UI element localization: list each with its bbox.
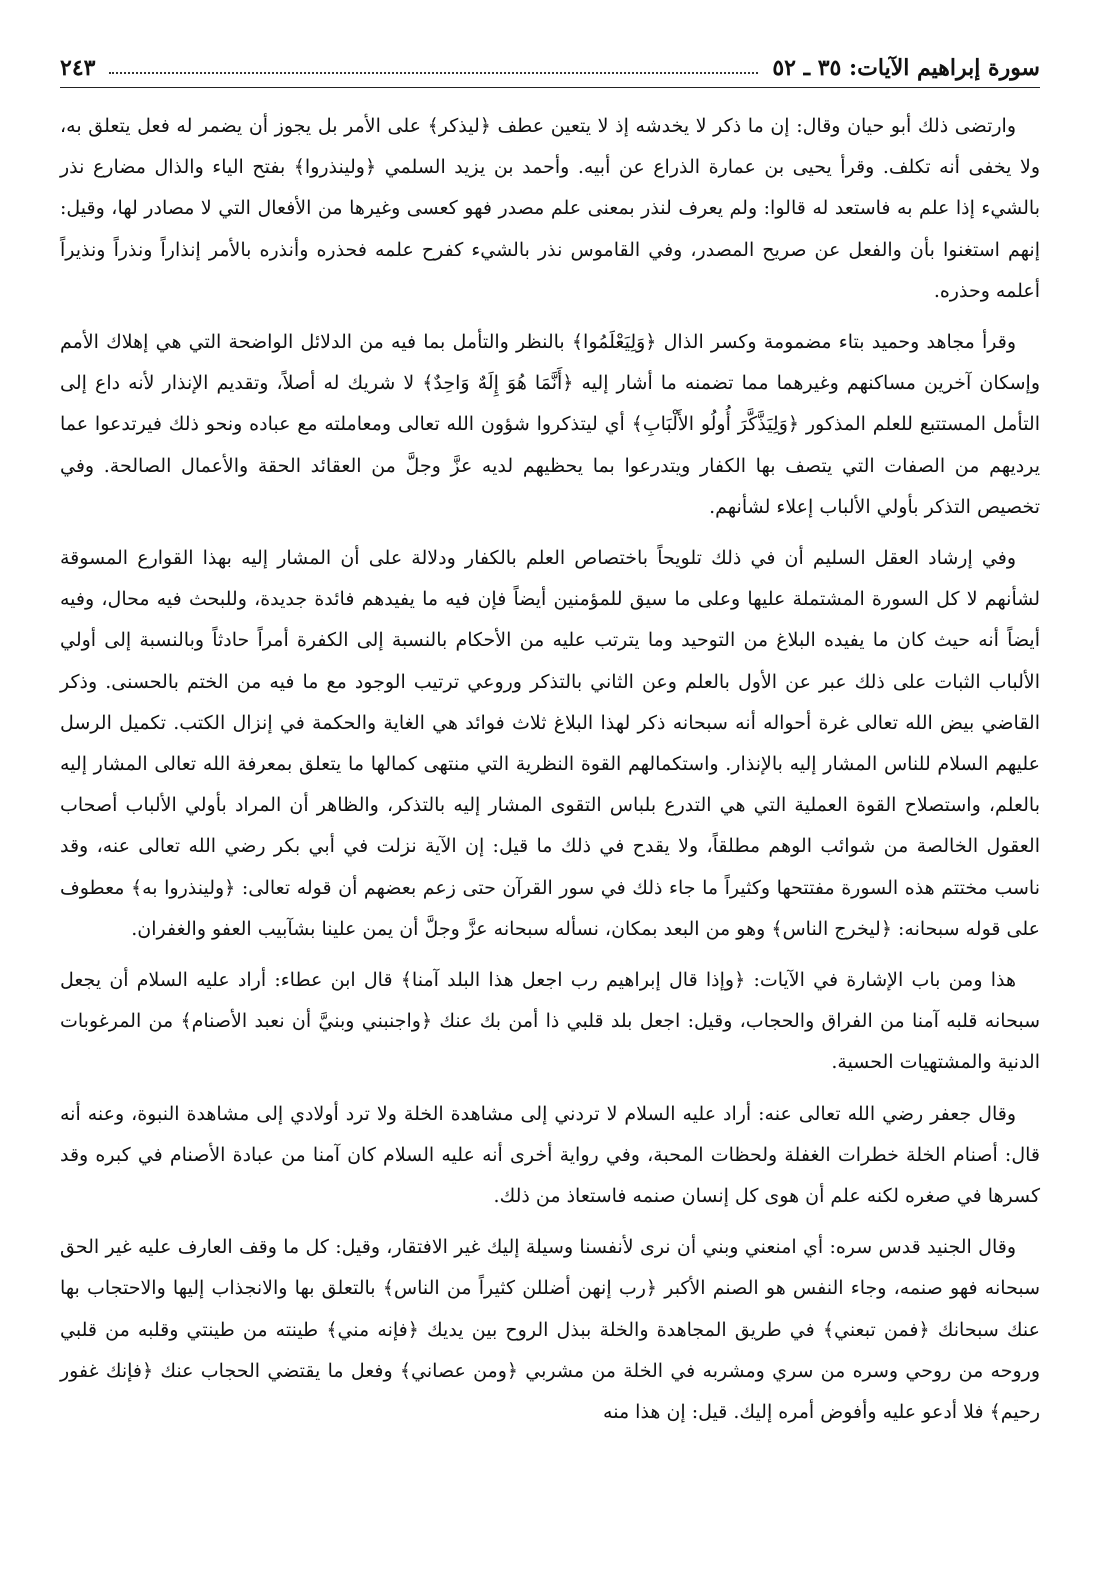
page-number: ٢٤٣ — [60, 55, 96, 81]
paragraph: وقال الجنيد قدس سره: أي امنعني وبني أن نرى لأنفسنا وسيلة إليك غير الافتقار، وقيل: كل ما وقف العارف عليه غير الحق سبحانه فهو صنمه، وجاء النفس هو الصنم الأكبر ﴿رب إنهن أضللن كثيراً من الناس﴾ بالتعلق بها والانجذاب إليها والاحتجاب بها عنك سبحانك ﴿فمن تبعني﴾ في طريق المجاهدة والخلة ببذل الروح بين يديك ﴿فإنه مني﴾ طينته من طينتي وقلبه من قلبي وروحه من روحي وسره من سري ومشربه في الخلة من مشربي ﴿ومن عصاني﴾ وفعل ما يقتضي الحجاب عنك ﴿فإنك غفور رحيم﴾ فلا أدعو عليه وأفوض أمره إليك. قيل: إن هذا منه — [60, 1236, 1040, 1424]
surah-title: سورة إبراهيم الآيات: ٣٥ ـ ٥٢ — [772, 55, 1040, 81]
paragraph: وقال جعفر رضي الله تعالى عنه: أراد عليه السلام لا تردني إلى مشاهدة الخلة ولا ترد أولادي إلى مشاهدة النبوة، وعنه أنه قال: أصنام الخلة خطرات الغفلة ولحظات المحبة، وفي رواية أخرى أنه عليه السلام كان آمنا من عبادة الأصنام في كبره وقد كسرها في صغره لكنه علم أن هوى كل إنسان صنمه فاستعاذ من ذلك. — [60, 1102, 1040, 1208]
main-text — [60, 106, 1040, 1433]
paragraph: وارتضى ذلك أبو حيان وقال: إن ما ذكر لا يخدشه إذ لا يتعين عطف ﴿ليذكر﴾ على الأمر بل يجوز أن يضمر له فعل يتعلق به، ولا يخفى أنه تكلف. وقرأ يحيى بن عمارة الذراع عن أبيه. وأحمد بن يزيد السلمي ﴿ولينذروا﴾ بفتح الياء والذال مضارع نذر بالشيء إذا علم به فاستعد له قالوا: ولم يعرف لنذر بمعنى علم مصدر فهو كعسى وغيرها من الأفعال التي لا مصادر لها، وقيل: إنهم استغنوا بأن والفعل عن صريح المصدر، وفي القاموس نذر بالشيء كفرح علمه فحذره وأنذره بالأمر إنذاراً ونذراً ونذيراً أعلمه وحذره. — [60, 115, 1040, 302]
header-dot-leader — [109, 72, 758, 74]
document-page — [60, 48, 1040, 1548]
running-header — [60, 48, 1040, 88]
paragraph: هذا ومن باب الإشارة في الآيات: ﴿وإذا قال إبراهيم رب اجعل هذا البلد آمنا﴾ قال ابن عطاء: أراد عليه السلام أن يجعل سبحانه قلبه آمنا من الفراق والحجاب، وقيل: اجعل بلد قلبي ذا أمن بك عنك ﴿واجنبني وبنيَّ أن نعبد الأصنام﴾ من المرغوبات الدنية والمشتهيات الحسية. — [60, 969, 1040, 1074]
paragraph: وفي إرشاد العقل السليم أن في ذلك تلويحاً باختصاص العلم بالكفار ودلالة على أن المشار إليه بهذا القوارع المسوقة لشأنهم لا كل السورة المشتملة عليها وعلى ما سيق للمؤمنين أيضاً فإن فيه ما يفيدهم فائدة جديدة، وللبحث فيه محال، وفيه أيضاً أنه حيث كان ما يفيده البلاغ من التوحيد وما يترتب عليه من الأحكام بالنسبة إلى الكفرة أمراً حادثاً وبالنسبة إلى أولي الألباب الثبات على ذلك عبر عن الأول بالعلم وعن الثاني بالتذكر وروعي ترتيب الوجود مع ما فيه من الختم بالحسنى. وذكر القاضي بيض الله تعالى غرة أحواله أنه سبحانه ذكر لهذا البلاغ ثلاث فوائد هي الغاية والحكمة في إنزال الكتب. تكميل الرسل عليهم السلام للناس المشار إليه بالإنذار. واستكمالهم القوة النظرية التي منتهى كمالها ما يتعلق بمعرفة الله تعالى المشار إليه بالعلم، واستصلاح القوة العملية التي هي التدرع بلباس التقوى المشار إليه بالتذكر، والظاهر أن المراد بأولي الألباب أصحاب العقول الخالصة من شوائب الوهم مطلقاً، ولا يقدح في ذلك ما قيل: إن الآية نزلت في أبي بكر رضي الله تعالى عنه، وقد ناسب مختتم هذه السورة مفتتحها وكثيراً ما جاء ذلك في سور القرآن حتى زعم بعضهم أن قوله تعالى: ﴿ولينذروا به﴾ معطوف على قوله سبحانه: ﴿ليخرج الناس﴾ وهو من البعد بمكان، نسأله سبحانه عزَّ وجلَّ أن يمن علينا بشآبيب العفو والغفران. — [60, 547, 1040, 940]
paragraph: وقرأ مجاهد وحميد بتاء مضمومة وكسر الذال ﴿وَلِيَعْلَمُوا﴾ بالنظر والتأمل بما فيه من الدلائل الواضحة التي هي إهلاك الأمم وإسكان آخرين مساكنهم وغيرهما مما تضمنه ما أشار إليه ﴿أَنَّمَا هُوَ إِلَهٌ وَاحِدٌ﴾ لا شريك له أصلاً، وتقديم الإنذار لأنه داع إلى التأمل المستتبع للعلم المذكور ﴿وَلِيَذَّكَّرَ أُولُو الأَلْبَابِ﴾ أي ليتذكروا شؤون الله تعالى ومعاملته مع عباده ونحو ذلك فيرتدعوا عما يرديهم من الصفات التي يتصف بها الكفار ويتدرعوا بما يحظيهم لديه عزَّ وجلَّ من العقائد الحقة والأعمال الصالحة. وفي تخصيص التذكر بأولي الألباب إعلاء لشأنهم. — [60, 331, 1040, 518]
